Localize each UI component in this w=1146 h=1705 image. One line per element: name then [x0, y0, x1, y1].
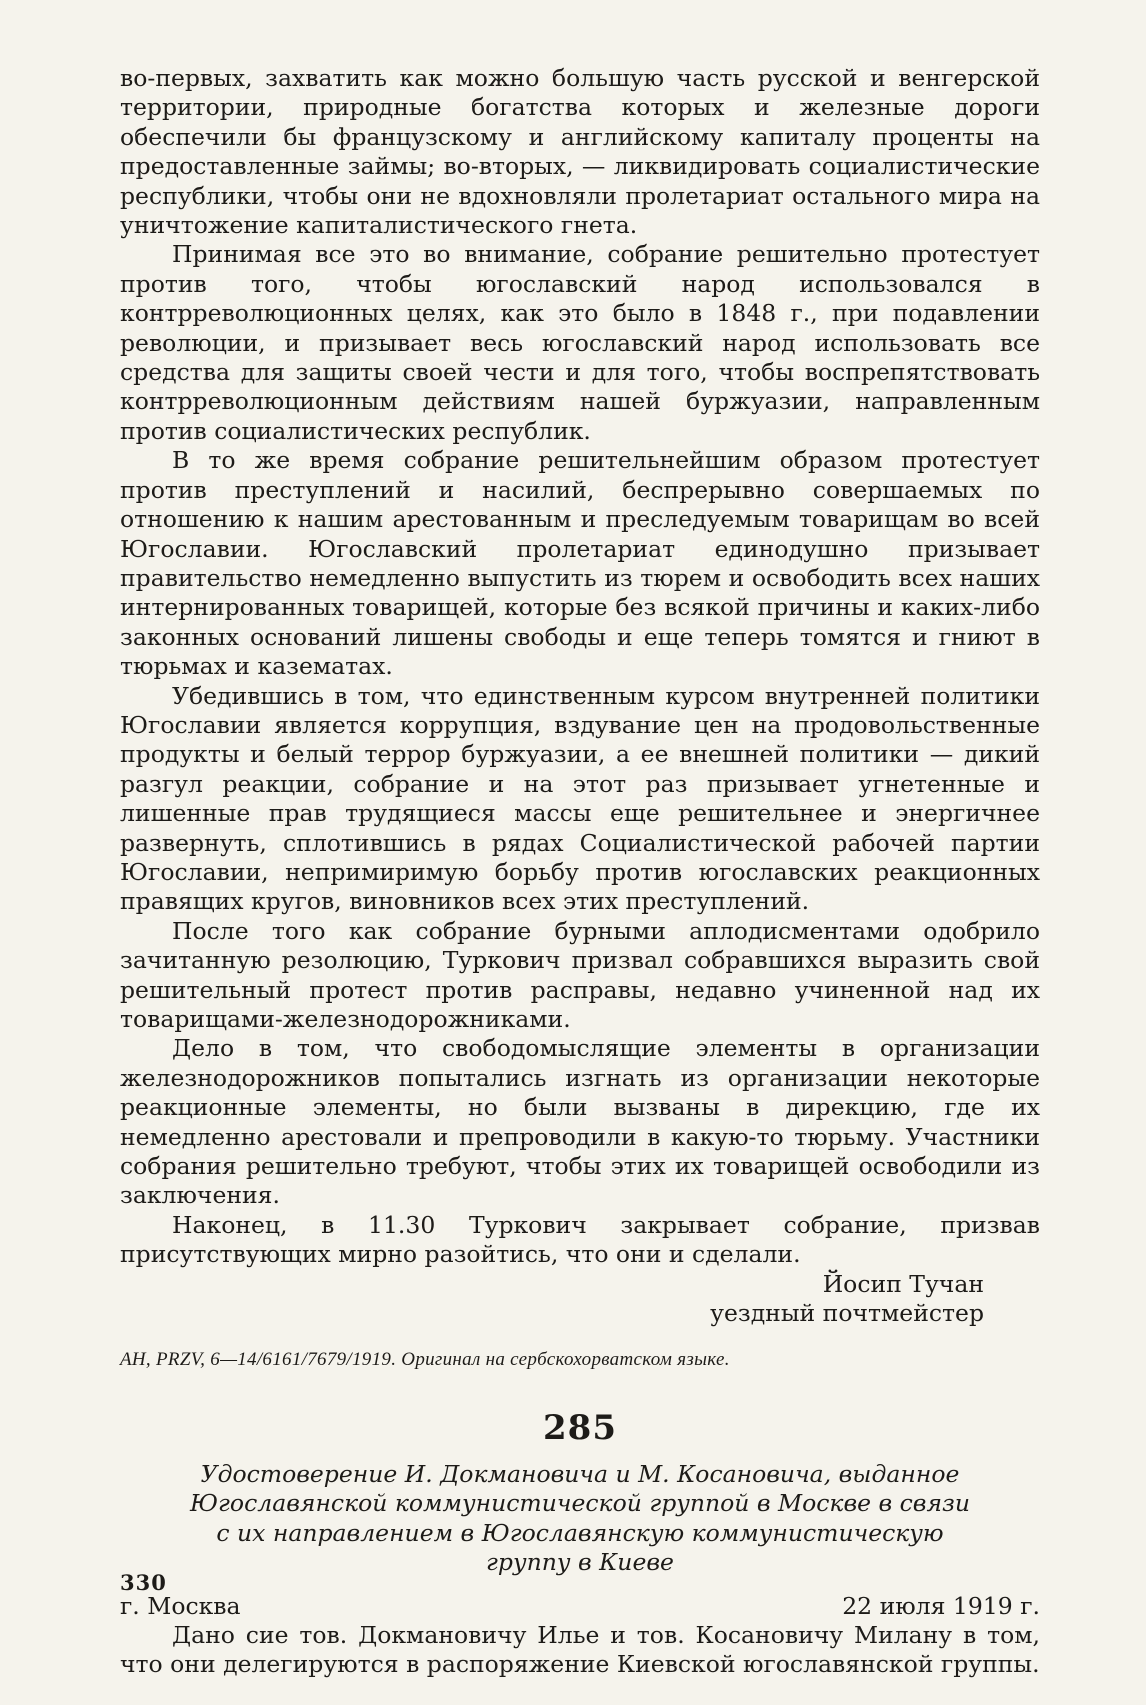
paragraph-continuation: во-первых, захватить как можно большую часть русской и венгерской территории, природные богатства которых и железные дороги обеспечили бы французскому и английскому капиталу проценты на предоставленные займы; во-вторых, — ликвидировать социалистические республики, чтобы они не вдохновляли пролетариат остального мира на уничтожение капиталистического гнета.: [120, 64, 1040, 240]
document-place: г. Москва: [120, 1591, 241, 1620]
paragraph-closing: Наконец, в 11.30 Туркович закрывает собрание, призвав присутствующих мирно разойтись, что они и сделали.: [120, 1210, 1040, 1269]
paragraph-resolution-approved: После того как собрание бурными аплодисментами одобрило зачитанную резолюцию, Туркович призвал собравшихся выразить свой решительный протест против расправы, недавно учиненной над их товарищами-железнодорожниками.: [120, 916, 1040, 1033]
page-content: [120, 64, 1040, 1680]
archival-source-note: АН, PRZV, 6—14/6161/7679/1919. Оригинал на сербскохорватском языке.: [120, 1349, 730, 1371]
document-date: 22 июля 1919 г.: [842, 1591, 1040, 1620]
document-body: Дано сие тов. Докмановичу Илье и тов. Косановичу Милану в том, что они делегируются в распоряжение Киевской югославянской группы.: [120, 1620, 1040, 1679]
signature-position: уездный почтмейстер: [710, 1299, 984, 1328]
signature-name: Йосип Тучан: [822, 1269, 984, 1298]
paragraph-domestic-policy: Убедившись в том, что единственным курсом внутренней политики Югославии является коррупция, вздувание цен на продовольственные продукты и белый террор буржуазии, а ее внешней политики — дикий разгул реакции, собрание и на этот раз призывает угнетенные и лишенные прав трудящиеся массы еще решительнее и энергичнее развернуть, сплотившись в рядах Социалистической рабочей партии Югославии, непримиримую борьбу против югославских реакционных правящих кругов, виновников всех этих преступлений.: [120, 681, 1040, 916]
paragraph-protest-counterrevolution: Принимая все это во внимание, собрание решительно протестует против того, чтобы югославский народ использовался в контрреволюционных целях, как это было в 1848 г., при подавлении революции, и призывает весь югославский народ использовать все средства для защиты своей чести и для того, чтобы воспрепятствовать контрреволюционным действиям нашей буржуазии, направленным против социалистических республик.: [120, 240, 1040, 445]
page-number: 330: [120, 1570, 167, 1595]
document-number: 285: [543, 1408, 617, 1449]
place-date-line: [120, 1592, 1040, 1621]
document-title: Удостоверение И. Докмановича и М. Косановича, выданное Югославянской коммунистической группой в Москве в связи с их направлением в Югославянскую коммунистическую группу в Киеве: [190, 1459, 970, 1577]
paragraph-railway-workers: Дело в том, что свободомыслящие элементы в организации железнодорожников попытались изгнать из организации некоторые реакционные элементы, но были вызваны в дирекцию, где их немедленно арестовали и препроводили в какую-то тюрьму. Участники собрания решительно требуют, чтобы этих их товарищей освободили из заключения.: [120, 1034, 1040, 1210]
paragraph-protest-violence: В то же время собрание решительнейшим образом протестует против преступлений и насилий, беспрерывно совершаемых по отношению к нашим арестованным и преследуемым товарищам во всей Югославии. Югославский пролетариат единодушно призывает правительство немедленно выпустить из тюрем и освободить всех наших интернированных товарищей, которые без всякой причины и каких-либо законных оснований лишены свободы и еще теперь томятся и гниют в тюрьмах и казематах.: [120, 446, 1040, 681]
signature-block: [120, 1270, 1040, 1329]
